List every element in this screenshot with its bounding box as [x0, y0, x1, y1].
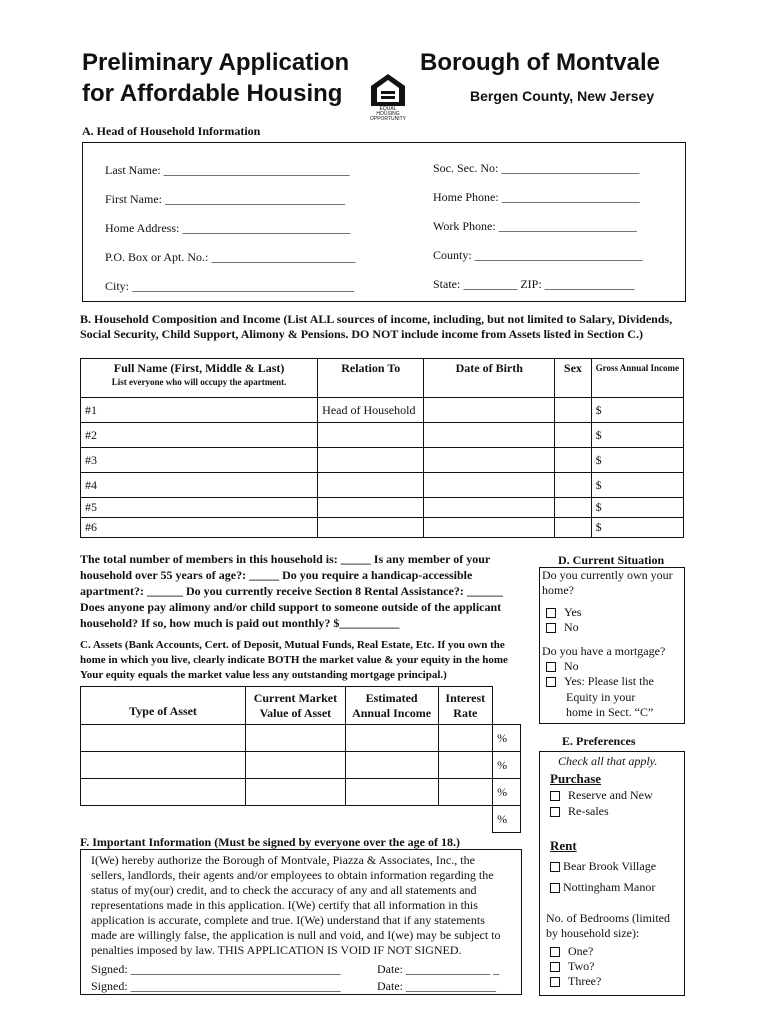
table-row: [81, 398, 684, 423]
sex-header: Sex: [555, 359, 591, 398]
table-row: [81, 752, 521, 779]
dob-cell[interactable]: [424, 498, 555, 518]
section-e-box: [539, 751, 685, 996]
market-value-header: Current Market Value of Asset: [246, 687, 346, 725]
household-table-header: [81, 359, 684, 398]
dob-cell[interactable]: [424, 448, 555, 473]
market-value-cell[interactable]: [246, 725, 346, 752]
question-line[interactable]: household? If so, how much is paid out monthly? $__________: [80, 616, 400, 630]
sex-cell[interactable]: [555, 498, 591, 518]
income-cell[interactable]: $: [591, 398, 683, 423]
dob-cell[interactable]: [424, 398, 555, 423]
question-line[interactable]: apartment?: ______ Do you currently receive Section 8 Rental Assistance?: ______: [80, 584, 503, 598]
full-name-header: Full Name (First, Middle & Last) List everyone who will occupy the apartment.: [81, 359, 318, 398]
relation-cell[interactable]: [318, 498, 424, 518]
mortgage-yes-option[interactable]: Yes: Please list the: [546, 674, 654, 689]
equal-housing-logo: [368, 72, 408, 122]
equal-housing-logo-text: EQUAL HOUSING OPPORTUNITY: [369, 106, 407, 122]
bedrooms-label: No. of Bedrooms (limited by household size):: [546, 911, 670, 940]
rent-bear-brook-option[interactable]: Bear Brook Village: [550, 859, 656, 874]
row-number: #1: [81, 398, 318, 423]
table-row: [81, 473, 684, 498]
checkbox-icon[interactable]: [550, 962, 560, 972]
question-line[interactable]: Does anyone pay alimony and/or child support to someone outside of the applicant: [80, 600, 502, 614]
checkbox-icon[interactable]: [550, 791, 560, 801]
bedroom-three-option[interactable]: Three?: [550, 974, 601, 989]
date-line-1[interactable]: Date: ______________ _: [377, 962, 499, 976]
checkbox-icon[interactable]: [546, 623, 556, 633]
last-name-field[interactable]: Last Name: _______________________________: [105, 163, 350, 177]
relation-cell[interactable]: [318, 473, 424, 498]
relation-cell[interactable]: [318, 448, 424, 473]
section-d-title: D. Current Situation: [558, 553, 665, 567]
annual-income-cell[interactable]: [345, 725, 438, 752]
city-field[interactable]: City: _____________________________________: [105, 279, 355, 293]
checkbox-icon[interactable]: [550, 947, 560, 957]
assets-table-header: [81, 687, 521, 725]
table-row: [81, 806, 521, 833]
income-cell[interactable]: $: [591, 518, 683, 538]
percent-cell: %: [493, 725, 521, 752]
mortgage-no-option[interactable]: No: [546, 659, 579, 674]
sex-cell[interactable]: [555, 518, 591, 538]
dob-cell[interactable]: [424, 473, 555, 498]
own-home-no-option[interactable]: No: [546, 620, 579, 635]
table-row: [81, 423, 684, 448]
home-phone-field[interactable]: Home Phone: _______________________: [433, 190, 640, 204]
section-e-title: E. Preferences: [562, 734, 636, 748]
work-phone-field[interactable]: Work Phone: _______________________: [433, 219, 637, 233]
interest-rate-cell[interactable]: [438, 725, 493, 752]
relation-cell[interactable]: [318, 518, 424, 538]
asset-type-cell[interactable]: [81, 752, 246, 779]
section-f-title: F. Important Information (Must be signed by everyone over the age of 18.): [80, 835, 460, 849]
dob-cell[interactable]: [424, 423, 555, 448]
income-cell[interactable]: $: [591, 448, 683, 473]
checkbox-icon[interactable]: [550, 807, 560, 817]
assets-table: [80, 686, 521, 833]
income-header: Gross Annual Income: [591, 359, 683, 398]
section-a-title: A. Head of Household Information: [82, 124, 261, 138]
market-value-cell[interactable]: [246, 752, 346, 779]
table-row: [81, 498, 684, 518]
table-row: [81, 779, 521, 806]
sex-cell[interactable]: [555, 423, 591, 448]
income-cell[interactable]: $: [591, 473, 683, 498]
check-all-note: Check all that apply.: [558, 754, 658, 768]
row-number: #2: [81, 423, 318, 448]
table-row: [81, 518, 684, 538]
asset-type-cell[interactable]: [81, 779, 246, 806]
authorization-text: I(We) hereby authorize the Borough of Montvale, Piazza & Associates, Inc., the sellers, landlords, their agents and/or employees to obtain information regarding the status of my(our) credit, and to check the accuracy of any and all statements and representations made in this application. I(We) certify that all information in this application is accurate, complete and true. I(We) understand that if any statements made are willingly false, the application is null and void, and I(we) may be subject to penalties imposed by law. THIS APPLICATION IS VOID IF NOT SIGNED.: [91, 853, 501, 957]
household-table: [80, 358, 684, 538]
county-subtitle: Bergen County, New Jersey: [470, 88, 655, 104]
rent-label: Rent: [550, 838, 577, 853]
section-c-title: C. Assets (Bank Accounts, Cert. of Deposit, Mutual Funds, Real Estate, Etc. If you own the home in which you live, clearly indicate BOTH the market value & your equity in the home Your equity equals the market value less any outstanding mortgage principal.): [80, 639, 508, 681]
table-row: [81, 448, 684, 473]
income-cell[interactable]: $: [591, 423, 683, 448]
mortgage-note: Equity in your home in Sect. “C”: [566, 690, 654, 719]
checkbox-icon[interactable]: [550, 977, 560, 987]
date-line-2[interactable]: Date: _______________: [377, 979, 496, 993]
annual-income-cell[interactable]: [345, 752, 438, 779]
ssn-field[interactable]: Soc. Sec. No: _______________________: [433, 161, 640, 175]
purchase-reserve-option[interactable]: Reserve and New: [550, 788, 653, 803]
sex-cell[interactable]: [555, 448, 591, 473]
section-a-box: [82, 142, 686, 302]
borough-title: Borough of Montvale: [420, 49, 660, 76]
household-questions: [80, 551, 503, 631]
mortgage-question: Do you have a mortgage?: [542, 644, 666, 658]
purchase-label: Purchase: [550, 771, 602, 786]
income-cell[interactable]: $: [591, 498, 683, 518]
question-line[interactable]: The total number of members in this household is: _____ Is any member of your: [80, 552, 491, 566]
interest-rate-cell[interactable]: [438, 752, 493, 779]
row-number: #5: [81, 498, 318, 518]
signature-line-1[interactable]: Signed: ___________________________________: [91, 962, 341, 976]
home-address-field[interactable]: Home Address: ____________________________: [105, 221, 351, 235]
bedroom-two-option[interactable]: Two?: [550, 959, 594, 974]
sex-cell[interactable]: [555, 398, 591, 423]
percent-cell: %: [493, 779, 521, 806]
checkbox-icon[interactable]: [546, 608, 556, 618]
state-zip-field[interactable]: State: _________ ZIP: _______________: [433, 277, 635, 291]
percent-cell: %: [493, 806, 521, 833]
full-name-note: List everyone who will occupy the apartment.: [111, 377, 287, 387]
dob-header: Date of Birth: [424, 359, 555, 398]
asset-type-header: Type of Asset: [81, 687, 246, 725]
dob-cell[interactable]: [424, 518, 555, 538]
purchase-resales-option[interactable]: Re-sales: [550, 804, 609, 819]
checkbox-icon[interactable]: [546, 677, 556, 687]
section-d-box: [539, 567, 685, 724]
question-line[interactable]: household over 55 years of age?: _____ Do you require a handicap-accessible: [80, 568, 473, 582]
annual-income-cell[interactable]: [345, 779, 438, 806]
title-line-2: for Affordable Housing: [82, 80, 343, 107]
checkbox-icon[interactable]: [546, 662, 556, 672]
relation-cell[interactable]: [318, 423, 424, 448]
bedroom-one-option[interactable]: One?: [550, 944, 593, 959]
interest-rate-cell[interactable]: [438, 779, 493, 806]
row-number: #6: [81, 518, 318, 538]
interest-rate-header: Interest Rate: [438, 687, 493, 725]
checkbox-icon[interactable]: [550, 862, 560, 872]
relation-header: Relation To: [318, 359, 424, 398]
section-f-box: [80, 849, 522, 995]
signature-line-2[interactable]: Signed: ___________________________________: [91, 979, 341, 993]
title-line-1: Preliminary Application: [82, 49, 350, 76]
county-field[interactable]: County: ____________________________: [433, 248, 643, 262]
percent-cell: %: [493, 752, 521, 779]
annual-income-header: Estimated Annual Income: [345, 687, 438, 725]
own-home-question: Do you currently own your home?: [542, 568, 673, 597]
market-value-cell[interactable]: [246, 779, 346, 806]
sex-cell[interactable]: [555, 473, 591, 498]
table-row: [81, 725, 521, 752]
rent-nottingham-option[interactable]: Nottingham Manor: [550, 880, 655, 895]
row-number: #3: [81, 448, 318, 473]
relation-cell[interactable]: Head of Household: [318, 398, 424, 423]
section-b-title: B. Household Composition and Income (List ALL sources of income, including, but not limited to Salary, Dividends, Social Security, Child Support, Alimony & Pensions. DO NOT include income from Assets listed in Section C.): [80, 312, 673, 341]
first-name-field[interactable]: First Name: ______________________________: [105, 192, 345, 206]
own-home-yes-option[interactable]: Yes: [546, 605, 581, 620]
row-number: #4: [81, 473, 318, 498]
asset-type-cell[interactable]: [81, 725, 246, 752]
po-box-field[interactable]: P.O. Box or Apt. No.: ________________________: [105, 250, 356, 264]
checkbox-icon[interactable]: [550, 883, 560, 893]
